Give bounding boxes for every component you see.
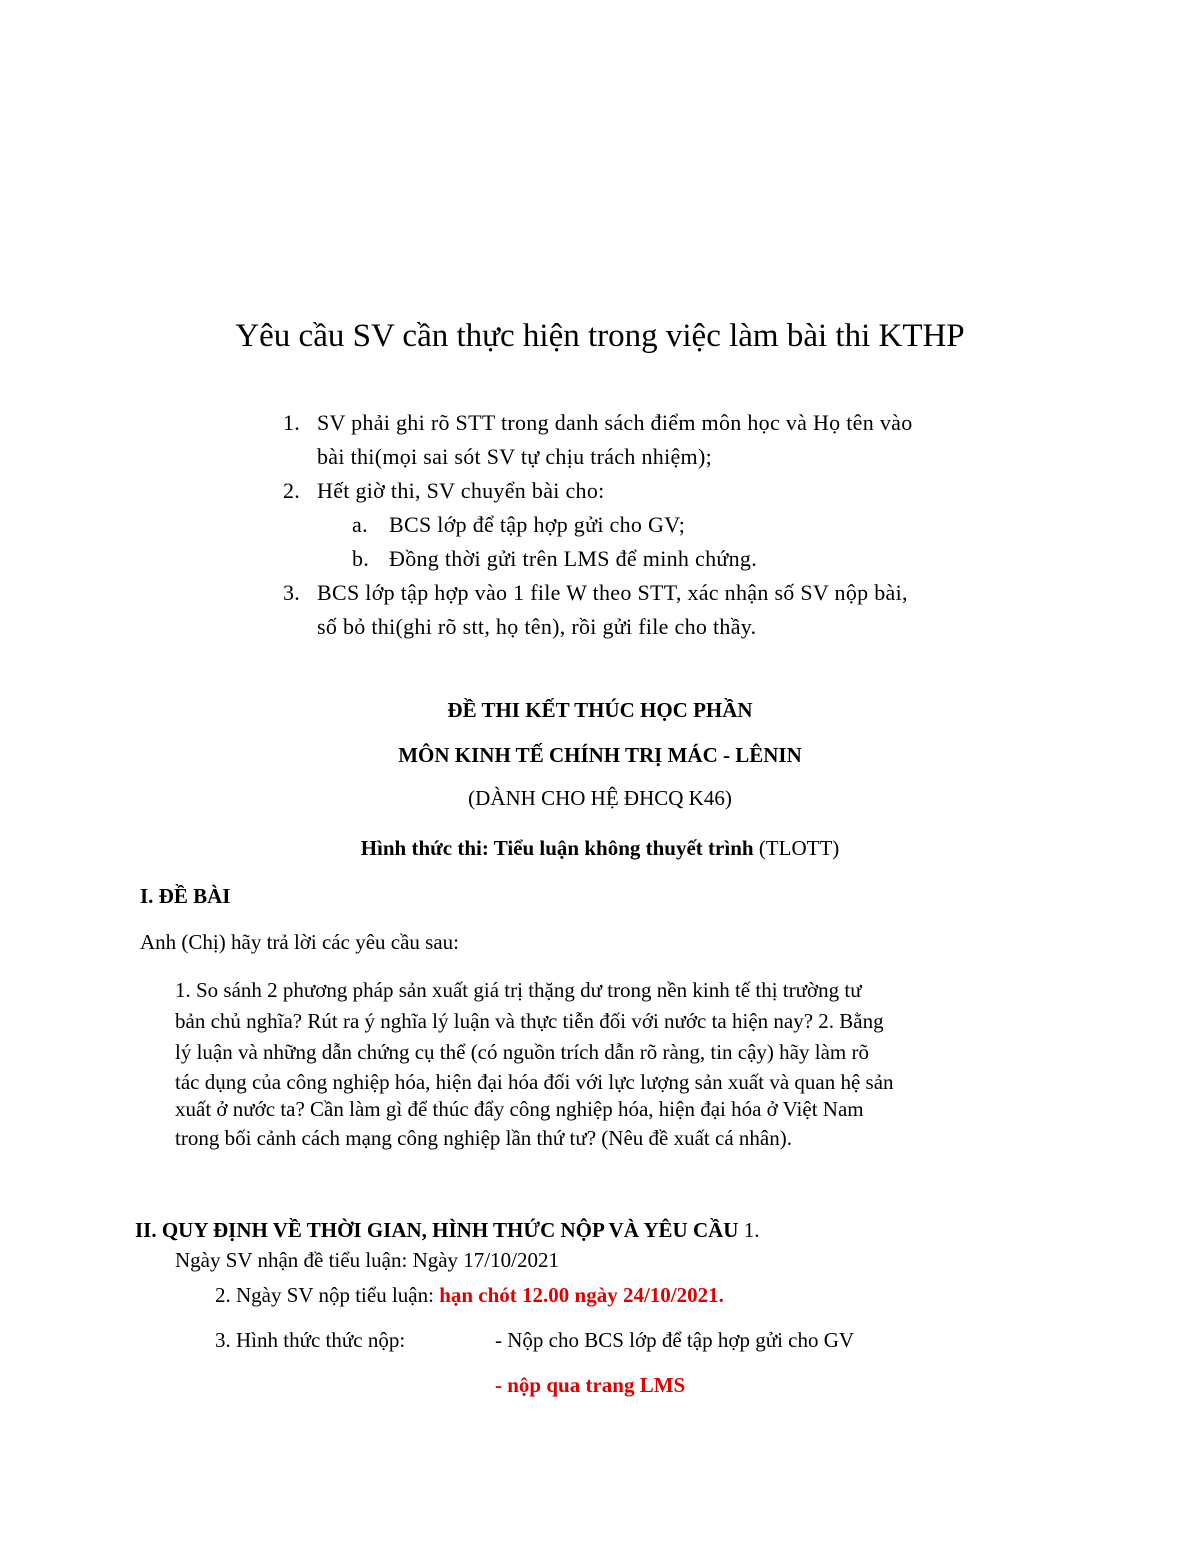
paragraph-line: 1. So sánh 2 phương pháp sản xuất giá trị thặng dư trong nền kinh tế thị trường tư	[175, 978, 862, 1002]
list-item-text: bài thi(mọi sai sót SV tự chịu trách nhiệm);	[317, 444, 712, 469]
list-number: 2.	[283, 478, 301, 503]
submit-date	[215, 1283, 724, 1308]
list-number: 1.	[283, 410, 301, 435]
cohort-heading: (DÀNH CHO HỆ ĐHCQ K46)	[468, 786, 732, 810]
exam-heading: ĐỀ THI KẾT THÚC HỌC PHẦN	[447, 698, 753, 722]
list-item-text: BCS lớp tập hợp vào 1 file W theo STT, xác nhận số SV nộp bài,	[317, 580, 908, 605]
list-item-text: số bỏ thi(ghi rõ stt, họ tên), rồi gửi file cho thầy.	[317, 614, 757, 639]
submit-label: 2. Ngày SV nộp tiểu luận:	[215, 1283, 440, 1307]
method-option-2: - nộp qua trang LMS	[495, 1373, 686, 1397]
exam-format-code: (TLOTT)	[753, 836, 840, 860]
section-heading	[135, 1218, 759, 1243]
paragraph-line: bản chủ nghĩa? Rút ra ý nghĩa lý luận và thực tiễn đối với nước ta hiện nay? 2. Bằng	[175, 1009, 884, 1033]
section-heading: I. ĐỀ BÀI	[140, 884, 231, 908]
list-letter: a.	[352, 512, 368, 537]
list-item-text: BCS lớp để tập hợp gửi cho GV;	[389, 512, 686, 537]
paragraph-line: trong bối cảnh cách mạng công nghiệp lần thứ tư? (Nêu đề xuất cá nhân).	[175, 1126, 792, 1150]
section-heading-number: 1.	[738, 1218, 760, 1242]
list-item-text: Hết giờ thi, SV chuyển bài cho:	[317, 478, 605, 503]
list-number: 3.	[283, 580, 301, 605]
paragraph-line: tác dụng của công nghiệp hóa, hiện đại hóa đối với lực lượng sản xuất và quan hệ sản	[175, 1070, 894, 1094]
list-item-text: SV phải ghi rõ STT trong danh sách điểm môn học và Họ tên vào	[317, 410, 913, 435]
method-label: 3. Hình thức thức nộp:	[215, 1328, 406, 1352]
subject-heading: MÔN KINH TẾ CHÍNH TRỊ MÁC - LÊNIN	[398, 743, 802, 767]
submit-deadline: hạn chót 12.00 ngày 24/10/2021.	[439, 1283, 724, 1307]
list-letter: b.	[352, 546, 370, 571]
page-title: Yêu cầu SV cần thực hiện trong việc làm bài thi KTHP	[235, 318, 965, 354]
method-option-1: - Nộp cho BCS lớp để tập hợp gửi cho GV	[495, 1328, 855, 1352]
paragraph-line: xuất ở nước ta? Cần làm gì để thúc đẩy công nghiệp hóa, hiện đại hóa ở Việt Nam	[175, 1097, 864, 1121]
exam-format-label: Hình thức thi: Tiểu luận không thuyết trình	[360, 836, 754, 860]
exam-format	[0, 836, 1200, 861]
paragraph-line: lý luận và những dẫn chứng cụ thể (có nguồn trích dẫn rõ ràng, tin cậy) hãy làm rõ	[175, 1040, 869, 1064]
section-heading-text: II. QUY ĐỊNH VỀ THỜI GIAN, HÌNH THỨC NỘP VÀ YÊU CẦU	[135, 1218, 739, 1242]
section-intro: Anh (Chị) hãy trả lời các yêu cầu sau:	[140, 930, 459, 954]
list-item-text: Đồng thời gửi trên LMS để minh chứng.	[389, 546, 757, 571]
receive-date: Ngày SV nhận đề tiểu luận: Ngày 17/10/2021	[175, 1248, 559, 1272]
